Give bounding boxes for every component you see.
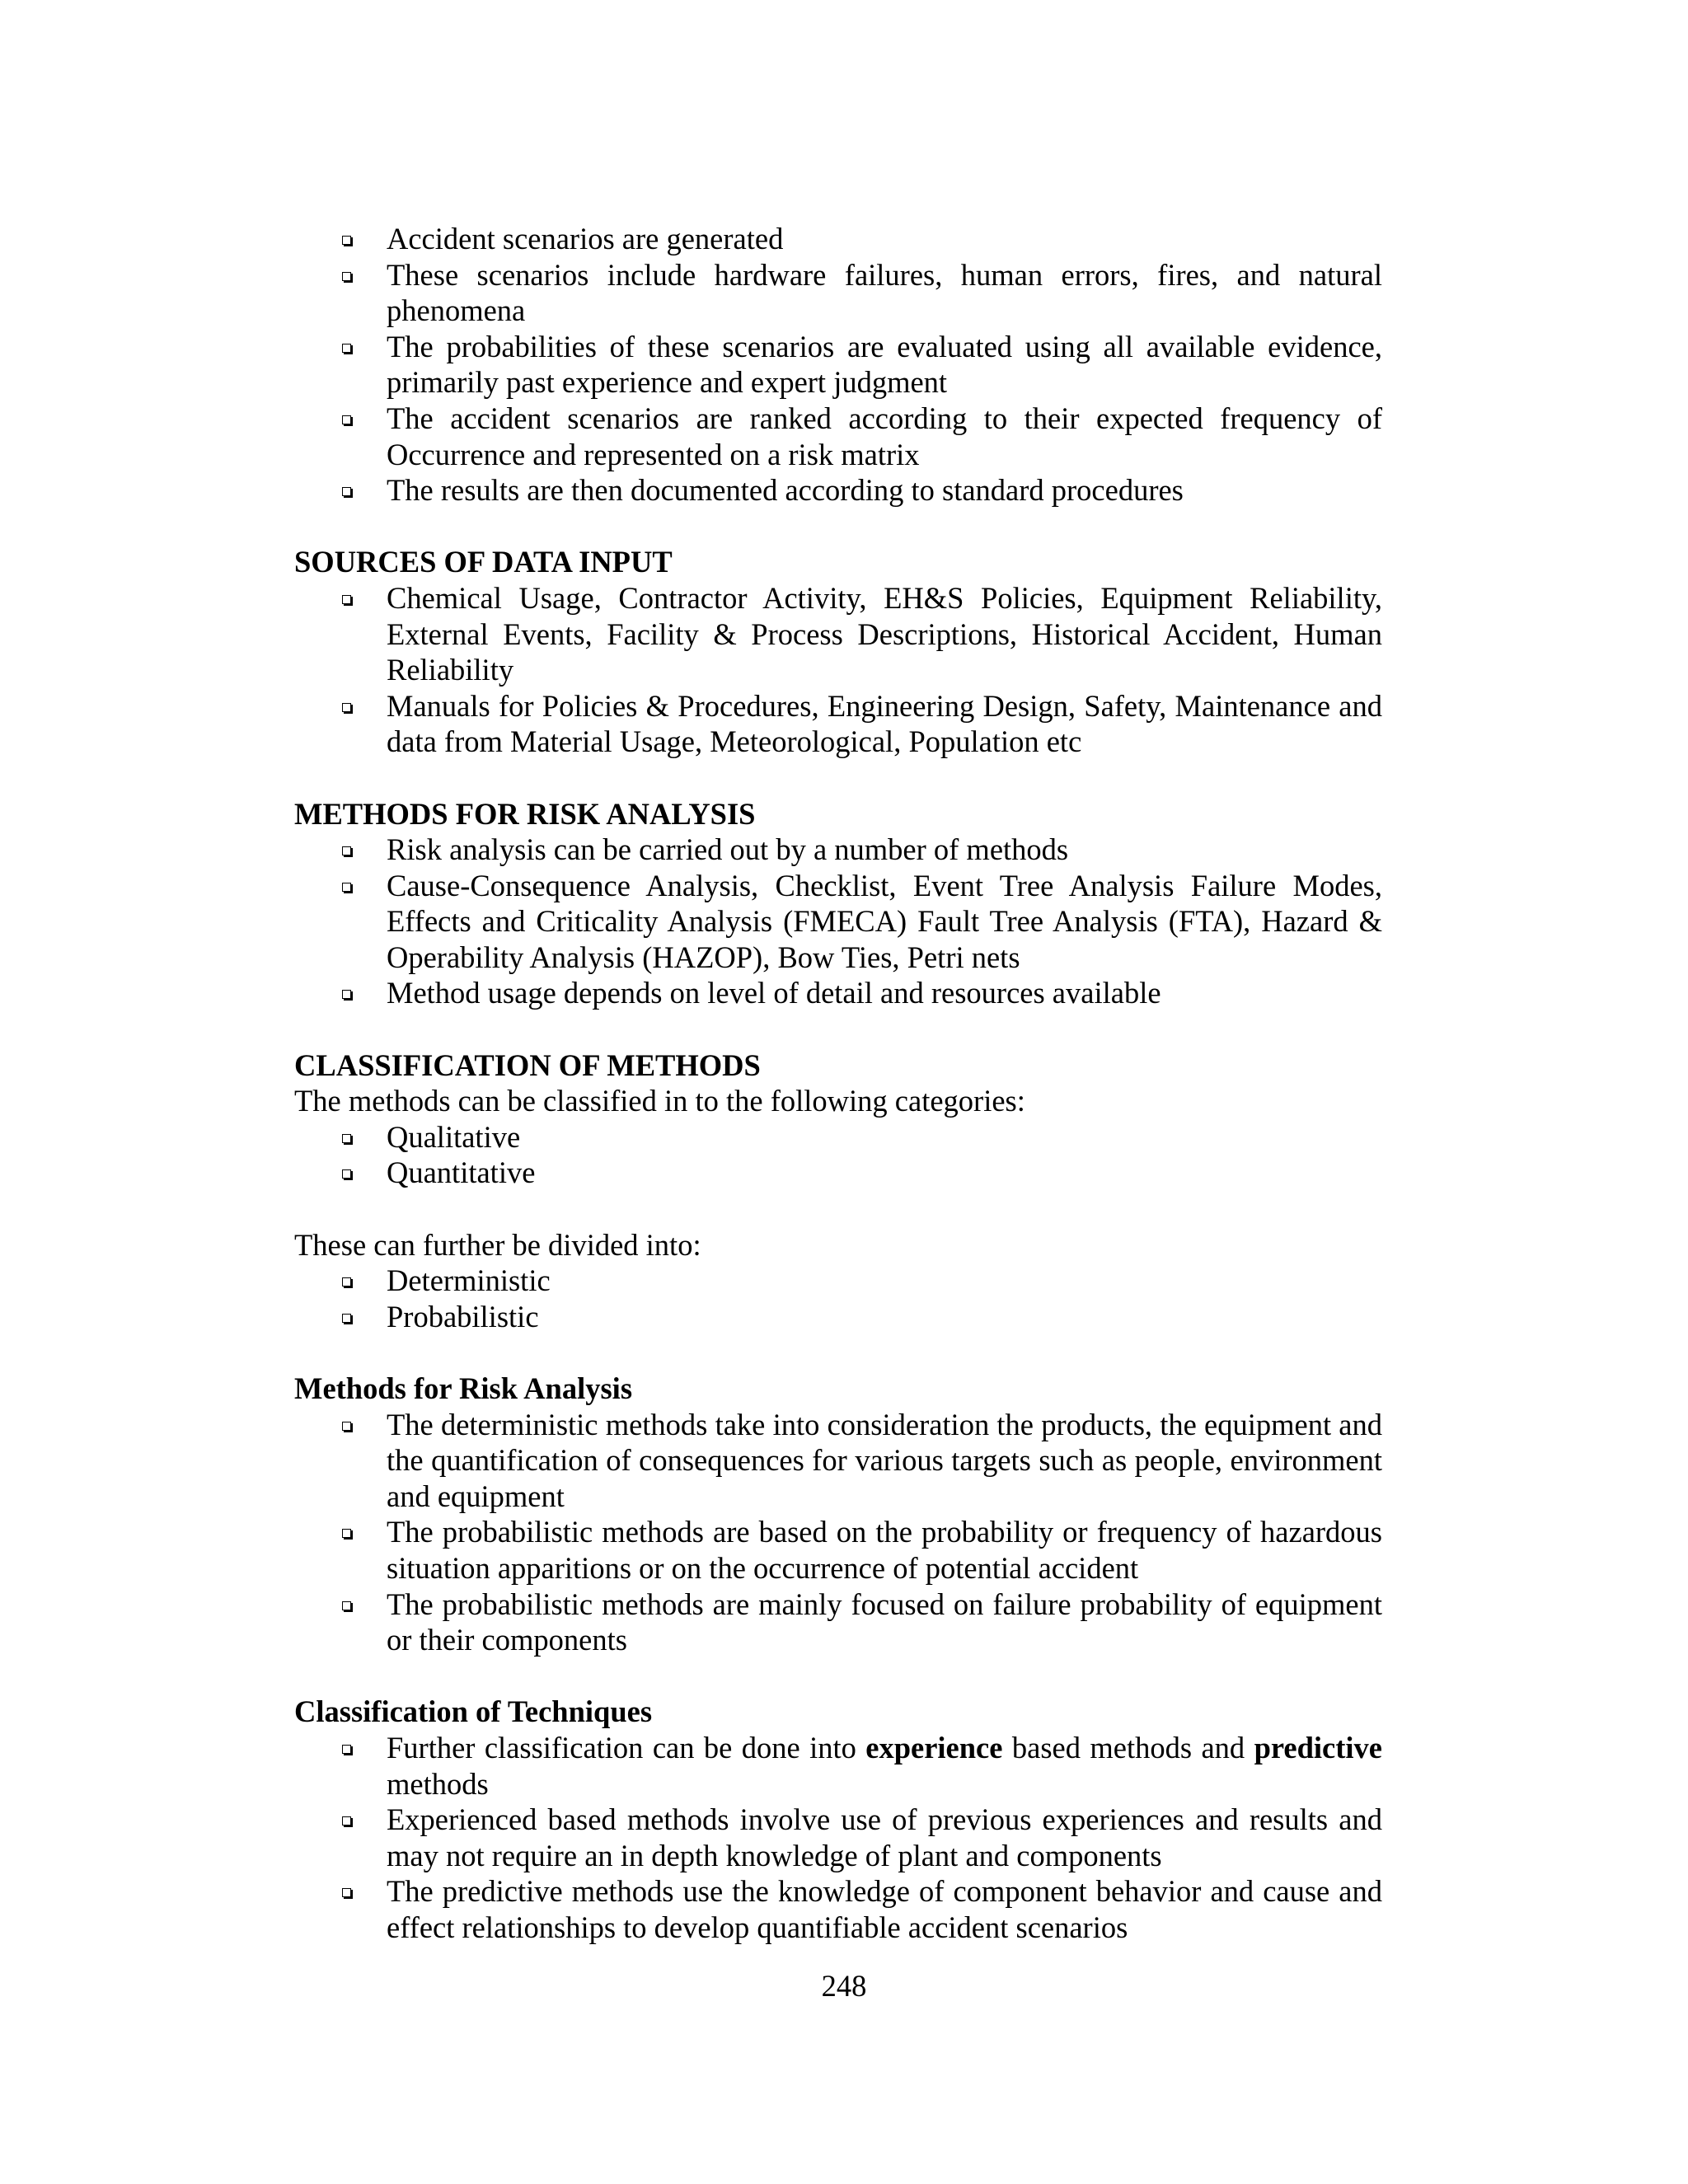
square-bullet-icon [342, 1745, 351, 1754]
square-bullet-icon [342, 1314, 351, 1323]
list-item: Quantitative [294, 1155, 1382, 1191]
further-division-list [294, 1263, 1382, 1334]
classification-list [294, 1119, 1382, 1191]
square-bullet-icon [342, 1601, 351, 1610]
square-bullet-icon [342, 1422, 351, 1431]
list-item: Further classification can be done into experience based methods and predictive methods [294, 1730, 1382, 1802]
square-bullet-icon [342, 703, 351, 712]
list-item: The deterministic methods take into consideration the products, the equipment and the quantification of consequences for various targets such as people, environment and equipment [294, 1407, 1382, 1515]
methods-list [294, 832, 1382, 1011]
emphasis-predictive: predictive [1254, 1730, 1382, 1765]
square-bullet-icon [342, 1888, 351, 1897]
sources-list [294, 580, 1382, 760]
list-item: The probabilistic methods are based on the probability or frequency of hazardous situation apparitions or on the occurrence of potential accident [294, 1514, 1382, 1586]
page-number: 248 [821, 1969, 867, 2003]
techniques-list [294, 1730, 1382, 1946]
intro-list [294, 221, 1382, 509]
square-bullet-icon [342, 1277, 351, 1286]
document-page [294, 221, 1382, 1946]
list-item: The accident scenarios are ranked according to their expected frequency of Occurrence and represented on a risk matrix [294, 401, 1382, 472]
square-bullet-icon [342, 1134, 351, 1143]
list-item: Deterministic [294, 1263, 1382, 1299]
section-heading-techniques: Classification of Techniques [294, 1694, 653, 1729]
square-bullet-icon [342, 883, 351, 892]
list-item: Chemical Usage, Contractor Activity, EH&S Policies, Equipment Reliability, External Events, Facility & Process Descriptions, Historical Accident, Human Reliability [294, 580, 1382, 688]
list-item: Manuals for Policies & Procedures, Engineering Design, Safety, Maintenance and data from Material Usage, Meteorological, Population etc [294, 688, 1382, 760]
list-item: Accident scenarios are generated [294, 221, 1382, 257]
classification-intro: The methods can be classified in to the following categories: [294, 1084, 1025, 1118]
list-item: These scenarios include hardware failures, human errors, fires, and natural phenomena [294, 257, 1382, 329]
list-item: The predictive methods use the knowledge of component behavior and cause and effect relationships to develop quantifiable accident scenarios [294, 1873, 1382, 1945]
list-item: Method usage depends on level of detail and resources available [294, 975, 1382, 1011]
square-bullet-icon [342, 1529, 351, 1538]
list-item: Qualitative [294, 1119, 1382, 1155]
section-heading-methods: METHODS FOR RISK ANALYSIS [294, 796, 756, 831]
list-item: Experienced based methods involve use of previous experiences and results and may not require an in depth knowledge of plant and components [294, 1802, 1382, 1873]
square-bullet-icon [342, 990, 351, 999]
list-item: The probabilities of these scenarios are evaluated using all available evidence, primarily past experience and expert judgment [294, 329, 1382, 401]
square-bullet-icon [342, 1816, 351, 1825]
list-item: The results are then documented according to standard procedures [294, 472, 1382, 509]
list-item: The probabilistic methods are mainly focused on failure probability of equipment or their components [294, 1586, 1382, 1658]
section-heading-sources: SOURCES OF DATA INPUT [294, 545, 673, 579]
square-bullet-icon [342, 846, 351, 855]
square-bullet-icon [342, 415, 351, 424]
further-division-intro: These can further be divided into: [294, 1227, 701, 1262]
section-heading-risk-analysis: Methods for Risk Analysis [294, 1371, 633, 1405]
list-item: Risk analysis can be carried out by a number of methods [294, 832, 1382, 868]
list-item: Probabilistic [294, 1299, 1382, 1335]
emphasis-experience: experience [865, 1730, 1003, 1765]
list-item: Cause-Consequence Analysis, Checklist, Event Tree Analysis Failure Modes, Effects and Criticality Analysis (FMECA) Fault Tree Analysis (FTA), Hazard & Operability Analysis (HAZOP), Bow Ties, Petri nets [294, 868, 1382, 976]
square-bullet-icon [342, 272, 351, 281]
square-bullet-icon [342, 595, 351, 604]
square-bullet-icon [342, 236, 351, 245]
square-bullet-icon [342, 1169, 351, 1179]
risk-analysis-list [294, 1407, 1382, 1658]
square-bullet-icon [342, 487, 351, 496]
square-bullet-icon [342, 344, 351, 353]
section-heading-classification: CLASSIFICATION OF METHODS [294, 1047, 761, 1082]
